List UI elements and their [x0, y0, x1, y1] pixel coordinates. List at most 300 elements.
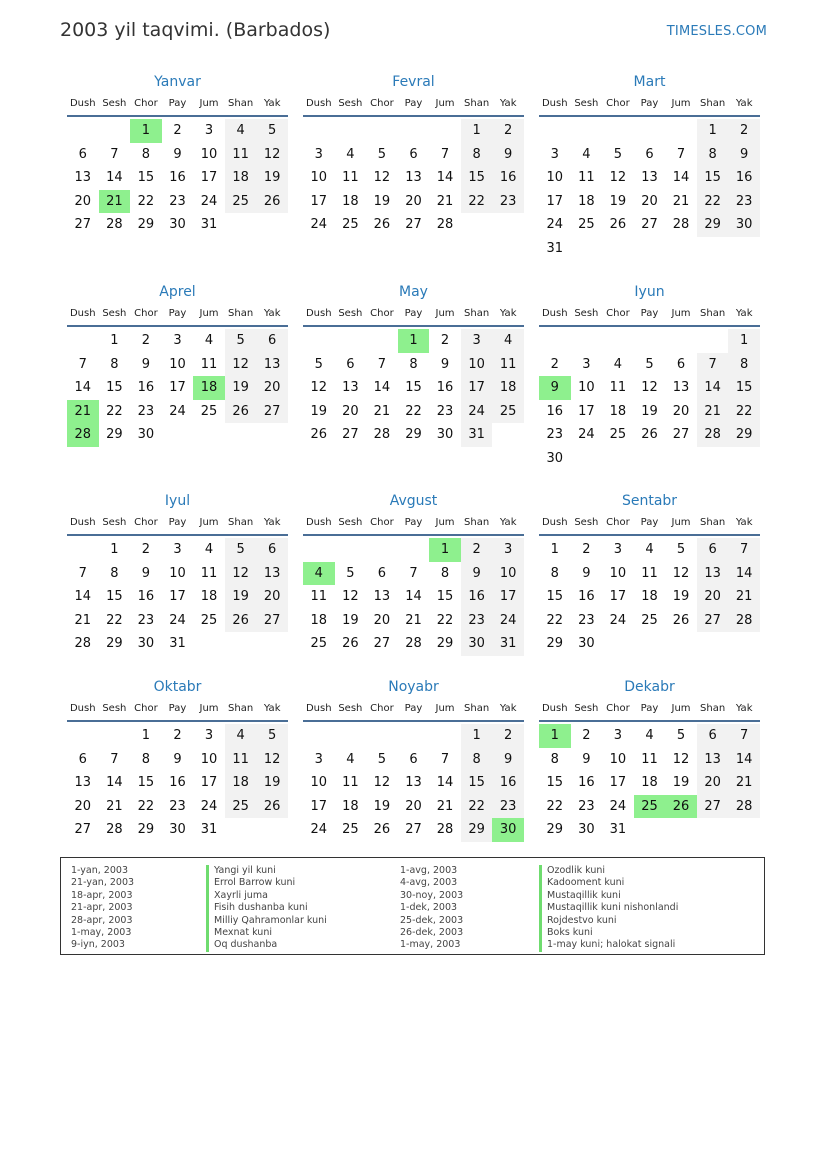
day-cell[interactable]: 20: [405, 193, 422, 209]
day-cell[interactable]: 19: [225, 376, 257, 400]
day-cell[interactable]: 10: [546, 170, 564, 186]
day-cell[interactable]: 10: [310, 775, 328, 791]
holiday-day-cell[interactable]: 1: [539, 724, 571, 748]
day-cell[interactable]: 28: [106, 822, 123, 838]
day-cell[interactable]: 25: [225, 190, 257, 214]
day-cell[interactable]: 24: [578, 427, 595, 443]
day-cell[interactable]: 3: [204, 728, 214, 743]
day-cell[interactable]: 12: [225, 562, 257, 586]
day-cell[interactable]: 11: [200, 565, 218, 581]
day-cell[interactable]: 18: [310, 612, 328, 628]
day-cell[interactable]: 12: [310, 380, 328, 396]
day-cell[interactable]: 2: [582, 728, 591, 743]
day-cell[interactable]: 5: [256, 119, 288, 143]
day-cell[interactable]: 7: [676, 146, 686, 162]
day-cell[interactable]: 13: [405, 170, 422, 186]
day-cell[interactable]: 11: [492, 353, 524, 377]
day-cell[interactable]: 14: [74, 589, 92, 605]
day-cell[interactable]: 15: [728, 376, 760, 400]
day-cell[interactable]: 22: [405, 403, 422, 419]
day-cell[interactable]: 1: [550, 542, 559, 557]
day-cell[interactable]: 10: [609, 565, 627, 581]
day-cell[interactable]: 14: [106, 170, 123, 186]
day-cell[interactable]: 25: [609, 427, 627, 443]
day-cell[interactable]: 21: [697, 400, 729, 424]
day-cell[interactable]: 4: [582, 146, 591, 162]
day-cell[interactable]: 5: [225, 329, 257, 353]
day-cell[interactable]: 29: [137, 822, 155, 838]
day-cell[interactable]: 19: [672, 589, 690, 605]
day-cell[interactable]: 20: [672, 403, 690, 419]
day-cell[interactable]: 27: [697, 609, 729, 633]
day-cell[interactable]: 12: [609, 170, 627, 186]
day-cell[interactable]: 18: [200, 589, 218, 605]
day-cell[interactable]: 26: [342, 636, 359, 652]
day-cell[interactable]: 18: [641, 589, 658, 605]
day-cell[interactable]: 27: [672, 427, 690, 443]
day-cell[interactable]: 2: [582, 542, 591, 557]
day-cell[interactable]: 18: [225, 166, 257, 190]
day-cell[interactable]: 5: [377, 751, 387, 767]
day-cell[interactable]: 13: [405, 775, 422, 791]
day-cell[interactable]: 1: [110, 542, 119, 557]
day-cell[interactable]: 9: [492, 748, 524, 772]
day-cell[interactable]: 10: [169, 356, 186, 372]
holiday-day-cell[interactable]: 28: [67, 423, 99, 447]
day-cell[interactable]: 25: [578, 217, 595, 233]
day-cell[interactable]: 15: [137, 170, 155, 186]
day-cell[interactable]: 8: [110, 356, 119, 372]
day-cell[interactable]: 7: [110, 751, 119, 767]
day-cell[interactable]: 19: [373, 193, 391, 209]
day-cell[interactable]: 7: [697, 353, 729, 377]
day-cell[interactable]: 28: [728, 795, 760, 819]
day-cell[interactable]: 20: [74, 193, 92, 209]
day-cell[interactable]: 19: [641, 403, 658, 419]
day-cell[interactable]: 23: [137, 612, 155, 628]
day-cell[interactable]: 10: [200, 146, 218, 162]
day-cell[interactable]: 14: [728, 562, 760, 586]
day-cell[interactable]: 11: [310, 589, 328, 605]
day-cell[interactable]: 15: [546, 775, 564, 791]
day-cell[interactable]: 8: [409, 356, 418, 372]
day-cell[interactable]: 26: [373, 822, 391, 838]
day-cell[interactable]: 16: [169, 170, 186, 186]
day-cell[interactable]: 9: [582, 751, 591, 767]
day-cell[interactable]: 22: [461, 795, 493, 819]
day-cell[interactable]: 2: [728, 119, 760, 143]
day-cell[interactable]: 20: [697, 585, 729, 609]
day-cell[interactable]: 25: [200, 612, 218, 628]
day-cell[interactable]: 16: [578, 775, 595, 791]
day-cell[interactable]: 21: [436, 193, 454, 209]
day-cell[interactable]: 6: [78, 751, 87, 767]
day-cell[interactable]: 26: [373, 217, 391, 233]
day-cell[interactable]: 10: [461, 353, 493, 377]
day-cell[interactable]: 27: [74, 217, 92, 233]
day-cell[interactable]: 30: [137, 427, 155, 443]
day-cell[interactable]: 4: [346, 751, 355, 767]
day-cell[interactable]: 12: [342, 589, 359, 605]
day-cell[interactable]: 12: [256, 748, 288, 772]
day-cell[interactable]: 2: [492, 119, 524, 143]
day-cell[interactable]: 14: [728, 748, 760, 772]
day-cell[interactable]: 5: [676, 542, 686, 557]
day-cell[interactable]: 15: [461, 166, 493, 190]
day-cell[interactable]: 29: [436, 636, 454, 652]
day-cell[interactable]: 29: [461, 818, 493, 842]
day-cell[interactable]: 3: [613, 542, 623, 557]
day-cell[interactable]: 28: [106, 217, 123, 233]
day-cell[interactable]: 15: [106, 589, 123, 605]
day-cell[interactable]: 30: [578, 822, 595, 838]
day-cell[interactable]: 12: [672, 565, 690, 581]
day-cell[interactable]: 7: [728, 724, 760, 748]
day-cell[interactable]: 22: [546, 612, 564, 628]
day-cell[interactable]: 19: [225, 585, 257, 609]
day-cell[interactable]: 19: [373, 798, 391, 814]
day-cell[interactable]: 17: [609, 775, 627, 791]
holiday-day-cell[interactable]: 30: [492, 818, 524, 842]
day-cell[interactable]: 3: [582, 356, 591, 372]
day-cell[interactable]: 21: [405, 612, 422, 628]
day-cell[interactable]: 4: [492, 329, 524, 353]
day-cell[interactable]: 21: [728, 585, 760, 609]
day-cell[interactable]: 19: [256, 771, 288, 795]
holiday-day-cell[interactable]: 1: [398, 329, 430, 353]
day-cell[interactable]: 2: [173, 728, 182, 743]
day-cell[interactable]: 8: [550, 565, 559, 581]
day-cell[interactable]: 15: [461, 771, 493, 795]
day-cell[interactable]: 15: [405, 380, 422, 396]
day-cell[interactable]: 27: [256, 400, 288, 424]
day-cell[interactable]: 9: [141, 565, 151, 581]
day-cell[interactable]: 20: [342, 403, 359, 419]
day-cell[interactable]: 12: [225, 353, 257, 377]
day-cell[interactable]: 7: [440, 751, 450, 767]
day-cell[interactable]: 30: [461, 632, 493, 656]
day-cell[interactable]: 21: [373, 403, 391, 419]
day-cell[interactable]: 24: [200, 798, 218, 814]
day-cell[interactable]: 6: [645, 146, 654, 162]
day-cell[interactable]: 24: [492, 609, 524, 633]
day-cell[interactable]: 3: [204, 123, 214, 138]
day-cell[interactable]: 13: [641, 170, 658, 186]
day-cell[interactable]: 16: [436, 380, 454, 396]
day-cell[interactable]: 10: [492, 562, 524, 586]
day-cell[interactable]: 11: [225, 143, 257, 167]
day-cell[interactable]: 8: [141, 146, 151, 162]
day-cell[interactable]: 1: [110, 333, 119, 348]
day-cell[interactable]: 8: [141, 751, 151, 767]
day-cell[interactable]: 19: [342, 612, 359, 628]
day-cell[interactable]: 16: [728, 166, 760, 190]
day-cell[interactable]: 15: [697, 166, 729, 190]
holiday-day-cell[interactable]: 26: [665, 795, 697, 819]
day-cell[interactable]: 25: [342, 822, 359, 838]
day-cell[interactable]: 24: [169, 612, 186, 628]
day-cell[interactable]: 19: [609, 193, 627, 209]
day-cell[interactable]: 14: [697, 376, 729, 400]
day-cell[interactable]: 14: [405, 589, 422, 605]
day-cell[interactable]: 30: [137, 636, 155, 652]
day-cell[interactable]: 27: [405, 822, 422, 838]
day-cell[interactable]: 11: [578, 170, 595, 186]
day-cell[interactable]: 25: [342, 217, 359, 233]
day-cell[interactable]: 12: [373, 775, 391, 791]
day-cell[interactable]: 26: [310, 427, 328, 443]
day-cell[interactable]: 18: [578, 193, 595, 209]
day-cell[interactable]: 18: [609, 403, 627, 419]
day-cell[interactable]: 22: [697, 190, 729, 214]
day-cell[interactable]: 7: [728, 538, 760, 562]
day-cell[interactable]: 20: [256, 376, 288, 400]
day-cell[interactable]: 18: [492, 376, 524, 400]
day-cell[interactable]: 5: [256, 724, 288, 748]
day-cell[interactable]: 21: [106, 798, 123, 814]
day-cell[interactable]: 6: [697, 538, 729, 562]
site-link[interactable]: TIMESLES.COM: [666, 24, 767, 39]
day-cell[interactable]: 14: [74, 380, 92, 396]
day-cell[interactable]: 15: [106, 380, 123, 396]
day-cell[interactable]: 20: [373, 612, 391, 628]
day-cell[interactable]: 22: [546, 798, 564, 814]
day-cell[interactable]: 7: [377, 356, 387, 372]
day-cell[interactable]: 22: [137, 193, 155, 209]
day-cell[interactable]: 16: [461, 585, 493, 609]
day-cell[interactable]: 18: [641, 775, 658, 791]
day-cell[interactable]: 21: [672, 193, 690, 209]
day-cell[interactable]: 6: [697, 724, 729, 748]
day-cell[interactable]: 11: [342, 775, 359, 791]
day-cell[interactable]: 3: [461, 329, 493, 353]
day-cell[interactable]: 21: [728, 771, 760, 795]
day-cell[interactable]: 28: [373, 427, 391, 443]
day-cell[interactable]: 24: [200, 193, 218, 209]
day-cell[interactable]: 18: [342, 193, 359, 209]
day-cell[interactable]: 7: [440, 146, 450, 162]
day-cell[interactable]: 6: [409, 751, 418, 767]
day-cell[interactable]: 4: [645, 542, 654, 557]
day-cell[interactable]: 3: [173, 333, 182, 348]
day-cell[interactable]: 13: [342, 380, 359, 396]
day-cell[interactable]: 26: [641, 427, 658, 443]
day-cell[interactable]: 23: [137, 403, 155, 419]
day-cell[interactable]: 2: [461, 538, 493, 562]
day-cell[interactable]: 20: [405, 798, 422, 814]
day-cell[interactable]: 29: [106, 636, 123, 652]
day-cell[interactable]: 5: [613, 146, 623, 162]
day-cell[interactable]: 20: [256, 585, 288, 609]
day-cell[interactable]: 23: [461, 609, 493, 633]
day-cell[interactable]: 13: [74, 775, 92, 791]
day-cell[interactable]: 6: [256, 329, 288, 353]
day-cell[interactable]: 16: [137, 380, 155, 396]
day-cell[interactable]: 22: [106, 612, 123, 628]
holiday-day-cell[interactable]: 21: [99, 190, 131, 214]
day-cell[interactable]: 13: [697, 748, 729, 772]
day-cell[interactable]: 15: [546, 589, 564, 605]
day-cell[interactable]: 13: [74, 170, 92, 186]
day-cell[interactable]: 3: [314, 751, 323, 767]
day-cell[interactable]: 20: [74, 798, 92, 814]
day-cell[interactable]: 29: [405, 427, 422, 443]
day-cell[interactable]: 1: [697, 119, 729, 143]
day-cell[interactable]: 26: [256, 795, 288, 819]
day-cell[interactable]: 29: [697, 213, 729, 237]
day-cell[interactable]: 1: [141, 728, 151, 743]
day-cell[interactable]: 28: [74, 636, 92, 652]
day-cell[interactable]: 14: [106, 775, 123, 791]
day-cell[interactable]: 6: [409, 146, 418, 162]
day-cell[interactable]: 5: [645, 356, 654, 372]
day-cell[interactable]: 22: [137, 798, 155, 814]
day-cell[interactable]: 9: [440, 356, 450, 372]
day-cell[interactable]: 30: [578, 636, 595, 652]
day-cell[interactable]: 18: [225, 771, 257, 795]
day-cell[interactable]: 28: [405, 636, 422, 652]
day-cell[interactable]: 11: [641, 565, 658, 581]
day-cell[interactable]: 20: [641, 193, 658, 209]
day-cell[interactable]: 8: [461, 748, 493, 772]
day-cell[interactable]: 30: [169, 217, 186, 233]
day-cell[interactable]: 19: [256, 166, 288, 190]
day-cell[interactable]: 17: [492, 585, 524, 609]
day-cell[interactable]: 10: [578, 380, 595, 396]
day-cell[interactable]: 29: [546, 636, 564, 652]
day-cell[interactable]: 9: [173, 751, 182, 767]
holiday-day-cell[interactable]: 25: [634, 795, 666, 819]
day-cell[interactable]: 14: [672, 170, 690, 186]
day-cell[interactable]: 24: [169, 403, 186, 419]
day-cell[interactable]: 22: [436, 612, 454, 628]
day-cell[interactable]: 8: [550, 751, 559, 767]
day-cell[interactable]: 4: [645, 728, 654, 743]
day-cell[interactable]: 5: [225, 538, 257, 562]
day-cell[interactable]: 20: [697, 771, 729, 795]
day-cell[interactable]: 2: [440, 333, 450, 348]
day-cell[interactable]: 27: [641, 217, 658, 233]
day-cell[interactable]: 25: [492, 400, 524, 424]
day-cell[interactable]: 23: [492, 795, 524, 819]
day-cell[interactable]: 7: [78, 356, 87, 372]
day-cell[interactable]: 1: [461, 119, 493, 143]
day-cell[interactable]: 27: [74, 822, 92, 838]
day-cell[interactable]: 17: [200, 170, 218, 186]
day-cell[interactable]: 3: [314, 146, 323, 162]
day-cell[interactable]: 26: [256, 190, 288, 214]
day-cell[interactable]: 26: [225, 609, 257, 633]
day-cell[interactable]: 8: [440, 565, 450, 581]
day-cell[interactable]: 2: [550, 356, 559, 372]
day-cell[interactable]: 7: [409, 565, 418, 581]
day-cell[interactable]: 29: [137, 217, 155, 233]
day-cell[interactable]: 12: [373, 170, 391, 186]
holiday-day-cell[interactable]: 4: [303, 562, 335, 586]
day-cell[interactable]: 28: [436, 217, 454, 233]
holiday-day-cell[interactable]: 18: [193, 376, 225, 400]
day-cell[interactable]: 19: [672, 775, 690, 791]
day-cell[interactable]: 4: [204, 333, 214, 348]
day-cell[interactable]: 9: [728, 143, 760, 167]
day-cell[interactable]: 28: [697, 423, 729, 447]
day-cell[interactable]: 30: [169, 822, 186, 838]
day-cell[interactable]: 26: [609, 217, 627, 233]
day-cell[interactable]: 3: [550, 146, 559, 162]
day-cell[interactable]: 9: [461, 562, 493, 586]
day-cell[interactable]: 6: [676, 356, 686, 372]
day-cell[interactable]: 9: [492, 143, 524, 167]
day-cell[interactable]: 28: [728, 609, 760, 633]
day-cell[interactable]: 6: [256, 538, 288, 562]
day-cell[interactable]: 24: [461, 400, 493, 424]
day-cell[interactable]: 23: [492, 190, 524, 214]
day-cell[interactable]: 8: [461, 143, 493, 167]
day-cell[interactable]: 3: [613, 728, 623, 743]
day-cell[interactable]: 14: [373, 380, 391, 396]
day-cell[interactable]: 26: [225, 400, 257, 424]
day-cell[interactable]: 31: [461, 423, 493, 447]
day-cell[interactable]: 13: [256, 562, 288, 586]
day-cell[interactable]: 6: [346, 356, 355, 372]
day-cell[interactable]: 17: [200, 775, 218, 791]
day-cell[interactable]: 11: [200, 356, 218, 372]
day-cell[interactable]: 6: [377, 565, 387, 581]
day-cell[interactable]: 23: [436, 403, 454, 419]
day-cell[interactable]: 31: [609, 822, 627, 838]
day-cell[interactable]: 31: [169, 636, 186, 652]
day-cell[interactable]: 24: [546, 217, 564, 233]
day-cell[interactable]: 25: [200, 403, 218, 419]
holiday-day-cell[interactable]: 21: [67, 400, 99, 424]
day-cell[interactable]: 4: [613, 356, 623, 372]
day-cell[interactable]: 16: [169, 775, 186, 791]
day-cell[interactable]: 23: [169, 798, 186, 814]
day-cell[interactable]: 21: [74, 612, 92, 628]
day-cell[interactable]: 4: [204, 542, 214, 557]
day-cell[interactable]: 5: [346, 565, 355, 581]
day-cell[interactable]: 22: [106, 403, 123, 419]
day-cell[interactable]: 9: [173, 146, 182, 162]
day-cell[interactable]: 14: [436, 170, 454, 186]
day-cell[interactable]: 11: [342, 170, 359, 186]
day-cell[interactable]: 11: [225, 748, 257, 772]
day-cell[interactable]: 29: [106, 427, 123, 443]
day-cell[interactable]: 30: [436, 427, 454, 443]
day-cell[interactable]: 28: [672, 217, 690, 233]
holiday-day-cell[interactable]: 9: [539, 376, 571, 400]
day-cell[interactable]: 27: [373, 636, 391, 652]
day-cell[interactable]: 27: [697, 795, 729, 819]
day-cell[interactable]: 11: [609, 380, 627, 396]
day-cell[interactable]: 17: [578, 403, 595, 419]
day-cell[interactable]: 22: [461, 190, 493, 214]
day-cell[interactable]: 8: [728, 353, 760, 377]
day-cell[interactable]: 24: [310, 217, 328, 233]
day-cell[interactable]: 27: [342, 427, 359, 443]
day-cell[interactable]: 28: [436, 822, 454, 838]
day-cell[interactable]: 2: [492, 724, 524, 748]
day-cell[interactable]: 7: [78, 565, 87, 581]
day-cell[interactable]: 4: [346, 146, 355, 162]
day-cell[interactable]: 17: [461, 376, 493, 400]
day-cell[interactable]: 16: [492, 166, 524, 190]
holiday-day-cell[interactable]: 1: [429, 538, 461, 562]
day-cell[interactable]: 4: [225, 724, 257, 748]
day-cell[interactable]: 31: [546, 240, 564, 256]
day-cell[interactable]: 27: [405, 217, 422, 233]
day-cell[interactable]: 17: [310, 798, 328, 814]
